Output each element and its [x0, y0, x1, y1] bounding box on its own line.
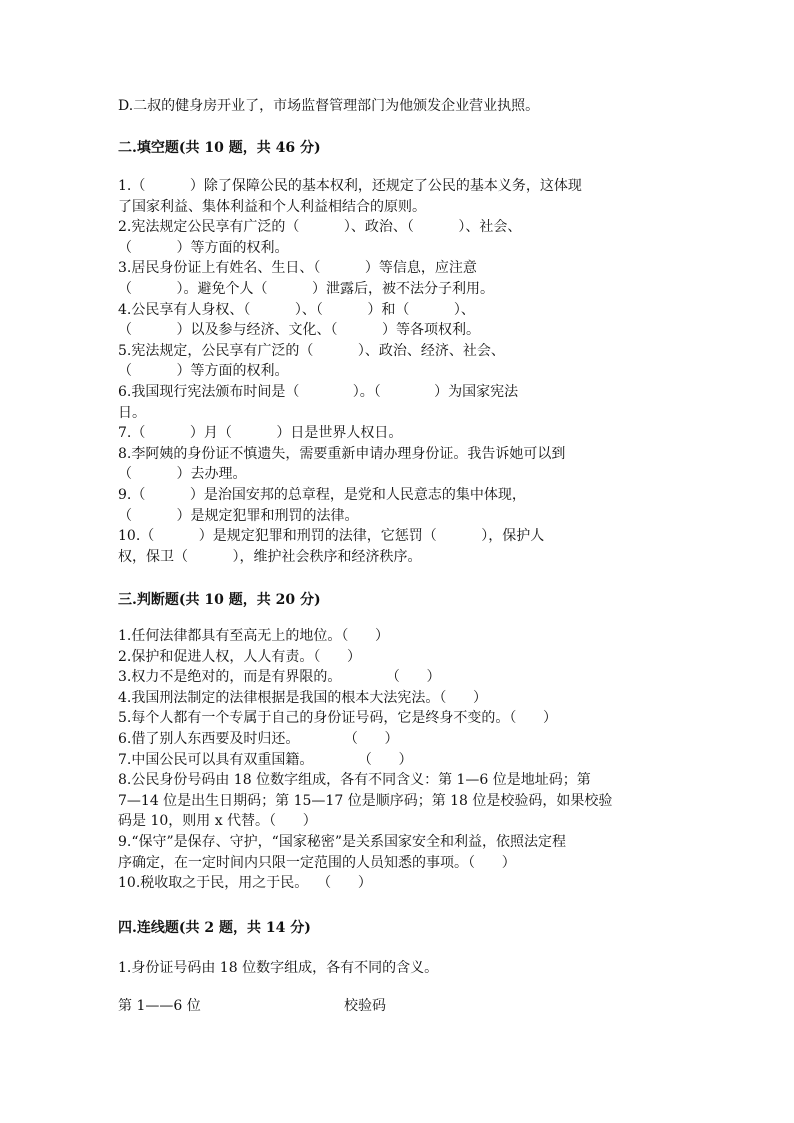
fill-line: （ ）等方面的权利。 [118, 363, 289, 380]
judge-line: 4.我国刑法制定的法律根据是我国的根本大法宪法。（ ） [118, 689, 488, 706]
fill-line: （ ）以及参与经济、文化、（ ）等各项权利。 [118, 322, 481, 339]
judge-line: 码是 10，则用 x 代替。（ ） [118, 813, 317, 830]
fill-line: 5.宪法规定，公民享有广泛的（ ）、政治、经济、社会、 [118, 342, 505, 359]
fill-line: 8.李阿姨的身份证不慎遗失，需要重新申请办理身份证。我告诉她可以到 [118, 445, 566, 462]
section-3-heading: 三.判断题(共 10 题，共 20 分) [118, 592, 321, 608]
option-d: D.二叔的健身房开业了，市场监督管理部门为他颁发企业营业执照。 [118, 98, 540, 114]
judge-line: 1.任何法律都具有至高无上的地位。（ ） [118, 628, 390, 644]
judge-line: 序确定，在一定时间内只限一定范围的人员知悉的事项。（ ） [118, 854, 516, 871]
judge-line: 10.税收取之于民，用之于民。 （ ） [118, 875, 372, 892]
fill-line: 3.居民身份证上有姓名、生日、（ ）等信息，应注意 [118, 260, 477, 277]
fill-line: 日。 [118, 404, 146, 421]
judge-line: 7.中国公民可以具有双重国籍。 （ ） [118, 751, 413, 768]
fill-line: 权，保卫（ ），维护社会秩序和经济秩序。 [118, 548, 422, 565]
judge-line: 6.借了别人东西要及时归还。 （ ） [118, 730, 399, 747]
fill-line: 6.我国现行宪法颁布时间是（ ）。（ ）为国家宪法 [118, 383, 519, 400]
fill-line: 2.宪法规定公民享有广泛的（ ）、政治、（ ）、社会、 [118, 219, 522, 236]
match-left-item: 第 1——6 位 [118, 998, 201, 1014]
judge-line: 2.保护和促进人权，人人有责。（ ） [118, 648, 362, 665]
judge-line: 8.公民身份号码由 18 位数字组成，各有不同含义：第 1—6 位是地址码；第 [118, 772, 591, 789]
fill-line: 4.公民享有人身权、（ ）、（ ）和（ ）、 [118, 301, 475, 318]
fill-line: （ ）。避免个人（ ）泄露后，被不法分子利用。 [118, 280, 495, 297]
fill-line: 1.（ ）除了保障公民的基本权利，还规定了公民的基本义务，这体现 [118, 178, 582, 194]
fill-line: （ ）等方面的权利。 [118, 239, 289, 256]
section-2-heading: 二.填空题(共 10 题，共 46 分) [118, 140, 321, 156]
fill-line: 7.（ ）月（ ）日是世界人权日。 [118, 425, 403, 442]
fill-line: （ ）是规定犯罪和刑罚的法律。 [118, 507, 359, 524]
judge-line: 5.每个人都有一个专属于自己的身份证号码，它是终身不变的。（ ） [118, 710, 558, 727]
judge-line: 9.“保守”是保存、守护，“国家秘密”是关系国家安全和利益，依照法定程 [118, 833, 566, 850]
fill-line: 了国家利益、集体利益和个人利益相结合的原则。 [118, 198, 426, 215]
judge-line: 7—14 位是出生日期码；第 15—17 位是顺序码；第 18 位是校验码，如果校验 [118, 792, 613, 809]
match-question-1: 1.身份证号码由 18 位数字组成，各有不同的含义。 [118, 960, 439, 976]
fill-line: 9.（ ）是治国安邦的总章程，是党和人民意志的集中体现， [118, 486, 526, 503]
section-2-body [118, 176, 678, 567]
match-right-item: 校验码 [344, 998, 386, 1014]
section-4-heading: 四.连线题(共 2 题，共 14 分) [118, 920, 311, 936]
section-3-body [118, 626, 678, 894]
judge-line: 3.权力不是绝对的，而是有界限的。 （ ） [118, 669, 441, 686]
fill-line: 10.（ ）是规定犯罪和刑罚的法律，它惩罚（ ），保护人 [118, 528, 545, 545]
fill-line: （ ）去办理。 [118, 466, 247, 483]
